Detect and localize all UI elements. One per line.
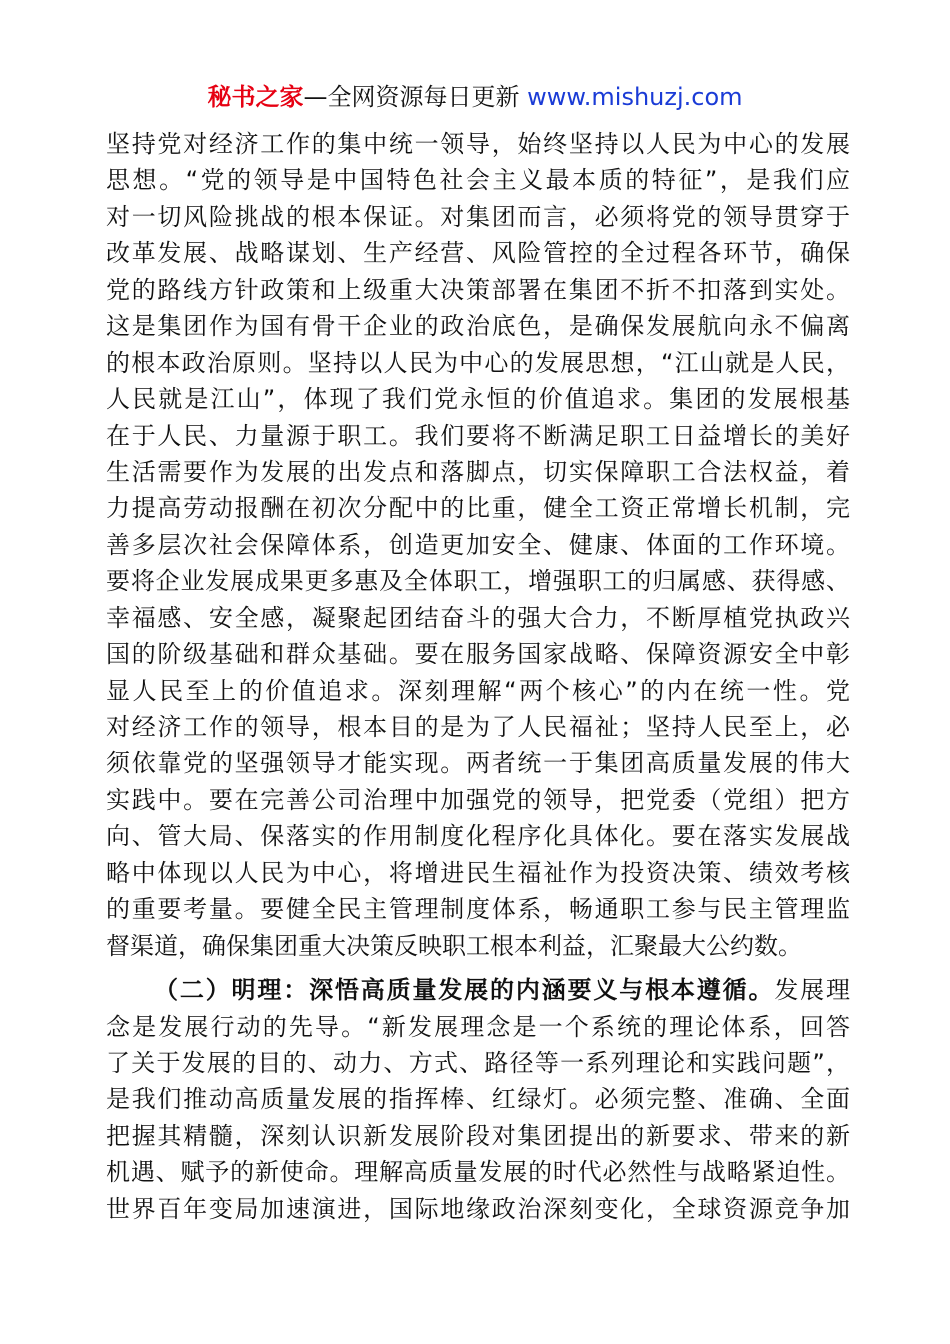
text-line: 改革发展、战略谋划、生产经营、风险管控的全过程各环节，确保: [106, 239, 850, 268]
text-line: 对经济工作的领导，根本目的是为了人民福祉；坚持人民至上，必: [106, 713, 850, 741]
text-line: 对一切风险挑战的根本保证。对集团而言，必须将党的领导贯穿于: [106, 202, 850, 231]
site-header: [0, 80, 950, 114]
paragraph-2: [106, 972, 850, 1227]
site-tagline: —全网资源每日更新: [303, 83, 520, 111]
text-line: 的根本政治原则。坚持以人民为中心的发展思想，“江山就是人民，: [106, 348, 850, 377]
text-line: 把握其精髓，深刻认识新发展阶段对集团提出的新要求、带来的新: [106, 1121, 850, 1150]
text-line: 机遇、赋予的新使命。理解高质量发展的时代必然性与战略紧迫性。: [106, 1158, 850, 1187]
text-line: 生活需要作为发展的出发点和落脚点，切实保障职工合法权益，着: [106, 457, 850, 486]
section-heading: （二）明理：深悟高质量发展的内涵要义与根本遵循。: [154, 976, 775, 1005]
text-line: 要将企业发展成果更多惠及全体职工，增强职工的归属感、获得感、: [106, 567, 850, 596]
section-heading-line: [106, 972, 850, 1008]
site-url[interactable]: www.mishuzj.com: [527, 83, 743, 111]
text-line: 督渠道，确保集团重大决策反映职工根本利益，汇聚最大公约数。: [106, 931, 802, 960]
text-line: 世界百年变局加速演进，国际地缘政治深刻变化，全球资源竞争加: [106, 1194, 850, 1223]
text-line: 显人民至上的价值追求。深刻理解“两个核心”的内在统一性。党: [106, 676, 850, 705]
text-line: 须依靠党的坚强领导才能实现。两者统一于集团高质量发展的伟大: [106, 749, 850, 778]
text-line: 实践中。要在完善公司治理中加强党的领导，把党委（党组）把方: [106, 785, 850, 814]
text-line: 念是发展行动的先导。“新发展理念是一个系统的理论体系，回答: [106, 1012, 850, 1041]
text-line: 向、管大局、保落实的作用制度化程序化具体化。要在落实发展战: [106, 822, 850, 851]
paragraph-1: [106, 126, 850, 964]
text-line: 善多层次社会保障体系，创造更加安全、健康、体面的工作环境。: [106, 530, 850, 559]
text-line: 力提高劳动报酬在初次分配中的比重，健全工资正常增长机制，完: [106, 494, 850, 523]
document-body: [106, 126, 850, 1227]
text-line: 党的路线方针政策和上级重大决策部署在集团不折不扣落到实处。: [106, 275, 850, 304]
site-brand: 秘书之家: [207, 83, 304, 111]
text-line: 的重要考量。要健全民主管理制度体系，畅通职工参与民主管理监: [106, 895, 850, 924]
text-line: 是我们推动高质量发展的指挥棒、红绿灯。必须完整、准确、全面: [106, 1085, 850, 1114]
heading-tail-text: 发展理: [774, 976, 851, 1005]
text-line: 坚持党对经济工作的集中统一领导，始终坚持以人民为中心的发展: [106, 130, 850, 158]
text-line: 这是集团作为国有骨干企业的政治底色，是确保发展航向永不偏离: [106, 312, 850, 341]
text-line: 了关于发展的目的、动力、方式、路径等一系列理论和实践问题”，: [106, 1048, 850, 1077]
text-line: 人民就是江山”，体现了我们党永恒的价值追求。集团的发展根基: [106, 385, 850, 414]
text-line: 幸福感、安全感，凝聚起团结奋斗的强大合力，不断厚植党执政兴: [106, 603, 850, 632]
text-line: 国的阶级基础和群众基础。要在服务国家战略、保障资源安全中彰: [106, 640, 850, 669]
text-line: 思想。“党的领导是中国特色社会主义最本质的特征”，是我们应: [106, 166, 850, 195]
text-line: 略中体现以人民为中心，将增进民生福祉作为投资决策、绩效考核: [106, 858, 850, 887]
text-line: 在于人民、力量源于职工。我们要将不断满足职工日益增长的美好: [106, 421, 850, 450]
